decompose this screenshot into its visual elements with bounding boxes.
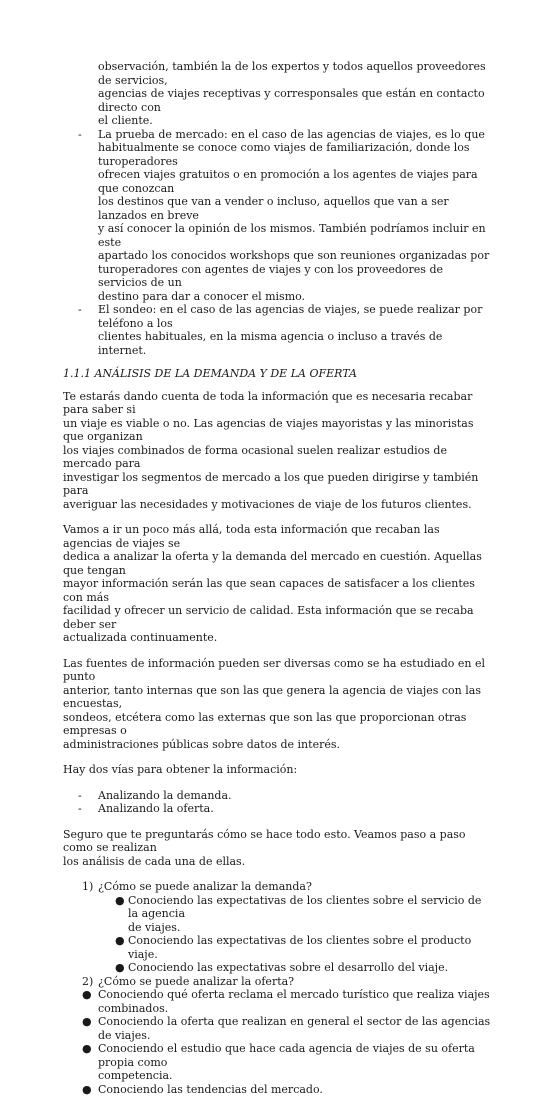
question-1 — [63, 880, 491, 894]
text-line: dedica a analizar la oferta y la demanda del mercado en cuestión. Aquellas que tengan — [63, 550, 491, 577]
text-line: anterior, tanto internas que son las que genera la agencia de viajes con las encuestas, — [63, 684, 491, 711]
list-item — [63, 988, 491, 1015]
text-line: Conociendo las expectativas de los clientes sobre el producto viaje. — [128, 934, 491, 961]
text-line: sondeos, etcétera como las externas que son las que proporcionan otras empresas o — [63, 711, 491, 738]
dash-marker: - — [78, 303, 82, 317]
bullet-icon: ● — [82, 1015, 92, 1029]
ways-list — [63, 789, 491, 816]
text-line: apartado los conocidos workshops que son reuniones organizadas por — [98, 249, 491, 263]
text-line: La prueba de mercado: en el caso de las agencias de viajes, es lo que — [98, 128, 491, 142]
bullet-icon: ● — [82, 1083, 92, 1096]
text-line: Conociendo las expectativas sobre el desarrollo del viaje. — [128, 961, 491, 975]
section-heading: 1.1.1 ANÁLISIS DE LA DEMANDA Y DE LA OFERTA — [63, 367, 491, 381]
text-line: y así conocer la opinión de los mismos. También podríamos incluir en este — [98, 222, 491, 249]
bullet-icon: ● — [82, 1042, 92, 1056]
list-item-sondeo — [63, 303, 491, 357]
text-line: averiguar las necesidades y motivaciones de viaje de los futuros clientes. — [63, 498, 491, 512]
text-line: El sondeo: en el caso de las agencias de viajes, se puede realizar por teléfono a los — [98, 303, 491, 330]
text-line: administraciones públicas sobre datos de interés. — [63, 738, 491, 752]
text-line: los destinos que van a vender o incluso, aquellos que van a ser lanzados en breve — [98, 195, 491, 222]
list-item-oferta — [63, 802, 491, 816]
text-line: observación, también la de los expertos y todos aquellos proveedores de servicios, — [98, 60, 491, 87]
dash-marker: - — [78, 802, 82, 816]
text-line: turoperadores con agentes de viajes y con los proveedores de servicios de un — [98, 263, 491, 290]
text-line: Conociendo la oferta que realizan en general el sector de las agencias de viajes. — [98, 1015, 491, 1042]
paragraph-4 — [63, 763, 491, 777]
text-line: Te estarás dando cuenta de toda la información que es necesaria recabar para saber si — [63, 390, 491, 417]
dash-marker: - — [78, 128, 82, 142]
text-line: el cliente. — [98, 114, 491, 128]
text-line: competencia. — [98, 1069, 491, 1083]
text-line: los viajes combinados de forma ocasional suelen realizar estudios de mercado para — [63, 444, 491, 471]
text-line: Vamos a ir un poco más allá, toda esta información que recaban las agencias de viajes se — [63, 523, 491, 550]
paragraph-3 — [63, 657, 491, 752]
list-number: 1) — [82, 880, 93, 894]
list-item — [63, 894, 491, 935]
text-line: investigar los segmentos de mercado a los que pueden dirigirse y también para — [63, 471, 491, 498]
bullet-icon: ● — [115, 934, 125, 948]
text-line: habitualmente se conoce como viajes de familiarización, donde los turoperadores — [98, 141, 491, 168]
text-line: los análisis de cada una de ellas. — [63, 855, 491, 869]
list-item — [63, 1042, 491, 1083]
text-line: Las fuentes de información pueden ser diversas como se ha estudiado en el punto — [63, 657, 491, 684]
list-item — [63, 934, 491, 961]
question-text: ¿Cómo se puede analizar la oferta? — [98, 975, 491, 989]
bullet-icon: ● — [115, 894, 125, 908]
list-item-prueba-mercado — [63, 128, 491, 304]
list-item — [63, 961, 491, 975]
text-line: clientes habituales, en la misma agencia o incluso a través de internet. — [98, 330, 491, 357]
text-line: de viajes. — [128, 921, 491, 935]
list-item-demanda — [63, 789, 491, 803]
text-line: Hay dos vías para obtener la información: — [63, 763, 491, 777]
text-line: actualizada continuamente. — [63, 631, 491, 645]
text-line: mayor información serán las que sean capaces de satisfacer a los clientes con más — [63, 577, 491, 604]
list-number: 2) — [82, 975, 93, 989]
text-line: combinados. — [98, 1002, 491, 1016]
question-2 — [63, 975, 491, 989]
text-line: Analizando la demanda. — [98, 789, 491, 803]
text-line: ofrecen viajes gratuitos o en promoción a los agentes de viajes para que conozcan — [98, 168, 491, 195]
text-line: Seguro que te preguntarás cómo se hace todo esto. Veamos paso a paso como se realizan — [63, 828, 491, 855]
document-page — [63, 60, 491, 1096]
dash-marker: - — [78, 789, 82, 803]
paragraph-2 — [63, 523, 491, 645]
text-line: un viaje es viable o no. Las agencias de viajes mayoristas y las minoristas que organizan — [63, 417, 491, 444]
bullet-icon: ● — [82, 988, 92, 1002]
text-line: Conociendo qué oferta reclama el mercado turístico que realiza viajes — [98, 988, 491, 1002]
bullet-icon: ● — [115, 961, 125, 975]
text-line: Analizando la oferta. — [98, 802, 491, 816]
text-line: Conociendo el estudio que hace cada agencia de viajes de su oferta propia como — [98, 1042, 491, 1069]
text-line: Conociendo las tendencias del mercado. — [98, 1083, 491, 1096]
list-item — [63, 1083, 491, 1096]
text-line: facilidad y ofrecer un servicio de calidad. Esta información que se recaba deber ser — [63, 604, 491, 631]
paragraph-1 — [63, 390, 491, 512]
text-line: destino para dar a conocer el mismo. — [98, 290, 491, 304]
intro-continuation — [63, 60, 491, 128]
text-line: Conociendo las expectativas de los clientes sobre el servicio de la agencia — [128, 894, 491, 921]
list-item — [63, 1015, 491, 1042]
text-line: agencias de viajes receptivas y corresponsales que están en contacto directo con — [98, 87, 491, 114]
question-text: ¿Cómo se puede analizar la demanda? — [98, 880, 491, 894]
